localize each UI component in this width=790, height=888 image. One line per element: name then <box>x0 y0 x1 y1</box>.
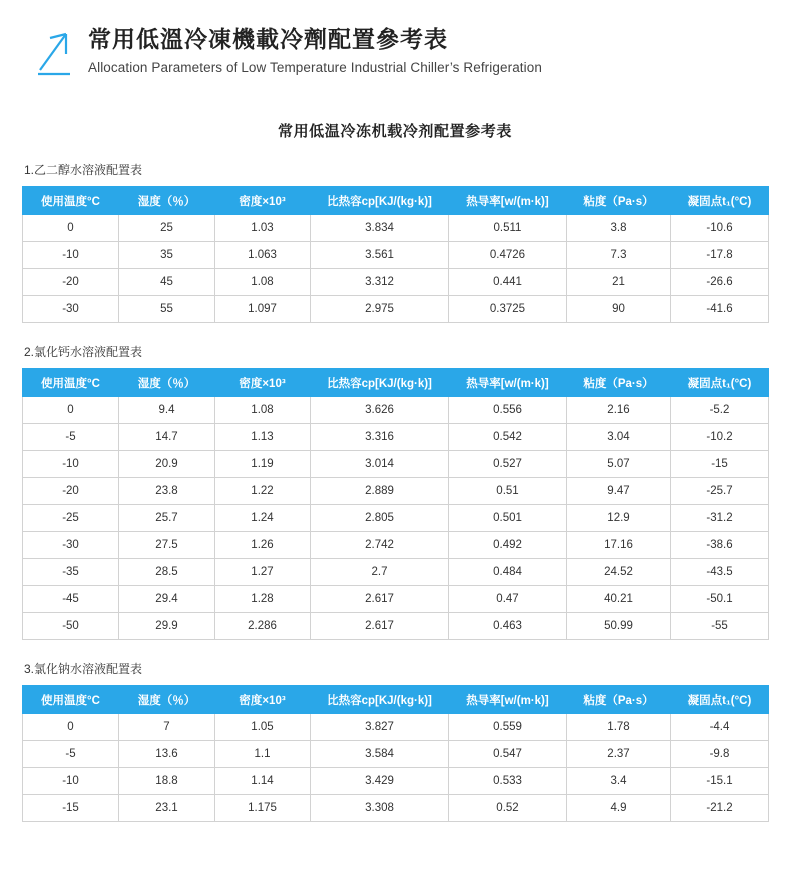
cell: -30 <box>23 296 119 323</box>
cell: 0.47 <box>449 586 567 613</box>
cell: 0.3725 <box>449 296 567 323</box>
table-row <box>23 505 769 532</box>
cell: 0 <box>23 215 119 242</box>
cell: 45 <box>119 269 215 296</box>
cell: 0.51 <box>449 478 567 505</box>
cell: -20 <box>23 269 119 296</box>
cell: 50.99 <box>567 613 671 640</box>
section-calcium-chloride <box>22 343 768 640</box>
section-caption: 1.乙二醇水溶液配置表 <box>24 163 143 177</box>
column-header: 凝固点t₁(°C) <box>671 369 769 397</box>
column-header: 湿度（％） <box>119 686 215 714</box>
cell: -26.6 <box>671 269 769 296</box>
cell: 13.6 <box>119 741 215 768</box>
cell: 1.08 <box>215 269 311 296</box>
table-row <box>23 215 769 242</box>
cell: 18.8 <box>119 768 215 795</box>
cell: 1.78 <box>567 714 671 741</box>
section-sodium-chloride <box>22 660 768 822</box>
page-header <box>0 0 790 78</box>
cell: 2.975 <box>311 296 449 323</box>
cell: 23.8 <box>119 478 215 505</box>
cell: 1.063 <box>215 242 311 269</box>
cell: -31.2 <box>671 505 769 532</box>
cell: 3.04 <box>567 424 671 451</box>
cell: 0 <box>23 397 119 424</box>
cell: -5 <box>23 741 119 768</box>
cell: -43.5 <box>671 559 769 586</box>
cell: 29.9 <box>119 613 215 640</box>
cell: 0.52 <box>449 795 567 822</box>
table-sodium-chloride <box>22 685 769 822</box>
cell: -41.6 <box>671 296 769 323</box>
cell: 2.16 <box>567 397 671 424</box>
cell: -55 <box>671 613 769 640</box>
table-row <box>23 269 769 296</box>
cell: 9.47 <box>567 478 671 505</box>
cell: 7.3 <box>567 242 671 269</box>
cell: 1.14 <box>215 768 311 795</box>
cell: 3.561 <box>311 242 449 269</box>
section-caption: 3.氯化钠水溶液配置表 <box>24 662 143 676</box>
page-content <box>0 120 790 822</box>
column-header: 密度×10³ <box>215 369 311 397</box>
cell: -50.1 <box>671 586 769 613</box>
cell: -30 <box>23 532 119 559</box>
section-ethylene-glycol <box>22 161 768 323</box>
cell: 1.26 <box>215 532 311 559</box>
cell: -10.6 <box>671 215 769 242</box>
table-row <box>23 242 769 269</box>
cell: -15 <box>671 451 769 478</box>
cell: -9.8 <box>671 741 769 768</box>
cell: 3.834 <box>311 215 449 242</box>
cell: 1.24 <box>215 505 311 532</box>
table-row <box>23 795 769 822</box>
cell: 3.827 <box>311 714 449 741</box>
column-header: 热导率[w/(m·k)] <box>449 369 567 397</box>
cell: 20.9 <box>119 451 215 478</box>
column-header: 湿度（％） <box>119 187 215 215</box>
cell: -35 <box>23 559 119 586</box>
cell: 0.463 <box>449 613 567 640</box>
cell: 14.7 <box>119 424 215 451</box>
cell: -38.6 <box>671 532 769 559</box>
cell: 0.533 <box>449 768 567 795</box>
cell: -10 <box>23 451 119 478</box>
cell: 40.21 <box>567 586 671 613</box>
cell: -21.2 <box>671 795 769 822</box>
column-header: 粘度（Pa·s） <box>567 187 671 215</box>
arrow-swoosh-logo-icon <box>36 28 80 76</box>
cell: 0.559 <box>449 714 567 741</box>
cell: 1.13 <box>215 424 311 451</box>
column-header: 密度×10³ <box>215 686 311 714</box>
cell: -4.4 <box>671 714 769 741</box>
table-row <box>23 478 769 505</box>
cell: 9.4 <box>119 397 215 424</box>
column-header: 使用温度°C <box>23 369 119 397</box>
cell: 2.617 <box>311 586 449 613</box>
cell: 25.7 <box>119 505 215 532</box>
cell: 0.501 <box>449 505 567 532</box>
cell: -15 <box>23 795 119 822</box>
cell: 5.07 <box>567 451 671 478</box>
table-row <box>23 397 769 424</box>
cell: 3.429 <box>311 768 449 795</box>
cell: -5 <box>23 424 119 451</box>
table-row <box>23 741 769 768</box>
cell: 3.312 <box>311 269 449 296</box>
cell: 1.097 <box>215 296 311 323</box>
table-row <box>23 296 769 323</box>
column-header: 粘度（Pa·s） <box>567 369 671 397</box>
cell: 2.7 <box>311 559 449 586</box>
cell: 29.4 <box>119 586 215 613</box>
cell: 7 <box>119 714 215 741</box>
table-row <box>23 532 769 559</box>
cell: 1.03 <box>215 215 311 242</box>
column-header: 比热容cp[KJ/(kg·k)] <box>311 686 449 714</box>
cell: 3.584 <box>311 741 449 768</box>
cell: 4.9 <box>567 795 671 822</box>
cell: 0.547 <box>449 741 567 768</box>
cell: 23.1 <box>119 795 215 822</box>
section-caption: 2.氯化钙水溶液配置表 <box>24 345 143 359</box>
column-header: 使用温度°C <box>23 686 119 714</box>
table-ethylene-glycol <box>22 186 769 323</box>
cell: 1.19 <box>215 451 311 478</box>
cell: -20 <box>23 478 119 505</box>
cell: 90 <box>567 296 671 323</box>
cell: 3.014 <box>311 451 449 478</box>
table-row <box>23 586 769 613</box>
cell: 0.542 <box>449 424 567 451</box>
column-header: 密度×10³ <box>215 187 311 215</box>
cell: 1.08 <box>215 397 311 424</box>
column-header: 热导率[w/(m·k)] <box>449 187 567 215</box>
cell: 1.27 <box>215 559 311 586</box>
cell: 24.52 <box>567 559 671 586</box>
cell: 17.16 <box>567 532 671 559</box>
cell: 0.492 <box>449 532 567 559</box>
cell: 0.556 <box>449 397 567 424</box>
table-row <box>23 714 769 741</box>
table-row <box>23 424 769 451</box>
column-header: 粘度（Pa·s） <box>567 686 671 714</box>
column-header: 比热容cp[KJ/(kg·k)] <box>311 187 449 215</box>
cell: 55 <box>119 296 215 323</box>
table-header-row <box>23 369 769 397</box>
table-row <box>23 451 769 478</box>
cell: 2.889 <box>311 478 449 505</box>
table-row <box>23 768 769 795</box>
cell: 3.4 <box>567 768 671 795</box>
cell: 0 <box>23 714 119 741</box>
table-header-row <box>23 187 769 215</box>
document-title: 常用低温冷冻机载冷剂配置参考表 <box>277 123 512 140</box>
cell: 0.511 <box>449 215 567 242</box>
cell: 1.22 <box>215 478 311 505</box>
cell: 0.484 <box>449 559 567 586</box>
cell: -50 <box>23 613 119 640</box>
cell: 2.286 <box>215 613 311 640</box>
cell: 2.37 <box>567 741 671 768</box>
column-header: 比热容cp[KJ/(kg·k)] <box>311 369 449 397</box>
cell: 0.527 <box>449 451 567 478</box>
cell: 3.8 <box>567 215 671 242</box>
cell: 0.4726 <box>449 242 567 269</box>
column-header: 使用温度°C <box>23 187 119 215</box>
cell: 2.805 <box>311 505 449 532</box>
cell: -45 <box>23 586 119 613</box>
column-header: 热导率[w/(m·k)] <box>449 686 567 714</box>
table-header-row <box>23 686 769 714</box>
page-title: 常用低溫冷凍機載冷劑配置參考表 <box>88 26 448 52</box>
table-row <box>23 613 769 640</box>
cell: -25 <box>23 505 119 532</box>
cell: 1.05 <box>215 714 311 741</box>
cell: -25.7 <box>671 478 769 505</box>
column-header: 凝固点t₁(°C) <box>671 686 769 714</box>
cell: 21 <box>567 269 671 296</box>
cell: 28.5 <box>119 559 215 586</box>
column-header: 凝固点t₁(°C) <box>671 187 769 215</box>
cell: 1.28 <box>215 586 311 613</box>
cell: 2.742 <box>311 532 449 559</box>
cell: 35 <box>119 242 215 269</box>
cell: 12.9 <box>567 505 671 532</box>
cell: 0.441 <box>449 269 567 296</box>
table-calcium-chloride <box>22 368 769 640</box>
cell: -15.1 <box>671 768 769 795</box>
column-header: 湿度（％） <box>119 369 215 397</box>
cell: -10.2 <box>671 424 769 451</box>
cell: 2.617 <box>311 613 449 640</box>
cell: 25 <box>119 215 215 242</box>
cell: -5.2 <box>671 397 769 424</box>
table-row <box>23 559 769 586</box>
cell: -10 <box>23 242 119 269</box>
cell: 27.5 <box>119 532 215 559</box>
cell: 1.1 <box>215 741 311 768</box>
header-text-block <box>88 24 542 78</box>
cell: 3.626 <box>311 397 449 424</box>
cell: -17.8 <box>671 242 769 269</box>
cell: 3.308 <box>311 795 449 822</box>
cell: 3.316 <box>311 424 449 451</box>
cell: -10 <box>23 768 119 795</box>
cell: 1.175 <box>215 795 311 822</box>
page-subtitle: Allocation Parameters of Low Temperature Industrial Chiller’s Refrigeration <box>88 60 542 75</box>
